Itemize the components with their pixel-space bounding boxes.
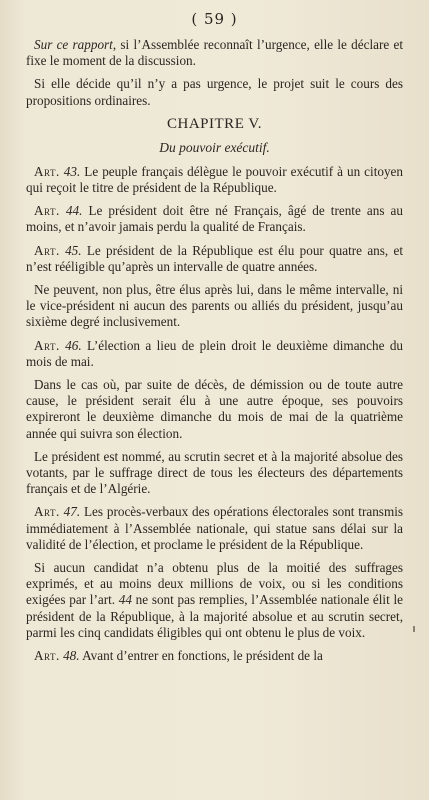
article-46-paragraph: Le président est nommé, au scrutin secret et à la majorité absolue des votants, par le suffrage direct de tous les électeurs des départements français et de l’Algérie. xyxy=(26,448,403,497)
article-reference: 44 xyxy=(118,592,132,608)
article-label: Art. xyxy=(34,337,60,353)
article-47 xyxy=(26,504,403,553)
paragraph-urgence: Si elle décide qu’il n’y a pas urgence, le projet suit le cours des propositions ordinaires. xyxy=(26,76,403,108)
paragraph-text: Si aucun candidat n’a obtenu plus de la moitié des suffrages exprimés, et au moins deux millions de voix, ou si les conditions exigées par l’art. xyxy=(26,560,403,608)
article-text: Avant d’entrer en fonctions, le président de la xyxy=(79,648,323,664)
paragraph-text: , si l’Assemblée reconnaît l’urgence, elle le déclare et fixe le moment de la discussion. xyxy=(26,37,403,69)
article-number: 47. xyxy=(63,504,81,520)
page-number: ( 59 ) xyxy=(191,10,238,28)
article-text: L’élection a lieu de plein droit le deuxième dimanche du mois de mai. xyxy=(26,337,404,369)
paragraph-lead: Sur ce rapport xyxy=(34,37,113,52)
article-number: 43. xyxy=(63,163,81,179)
article-46-paragraph: Dans le cas où, par suite de décès, de démission ou de toute autre cause, le président serait élu à une autre époque, ses pouvoirs expireront le deuxième dimanche du mois de mai de la quatrième année qui suivra son élection. xyxy=(26,377,403,441)
article-text: Le peuple français délègue le pouvoir exécutif à un citoyen qui reçoit le titre de président de la République. xyxy=(26,163,404,196)
paragraph-rapport xyxy=(26,37,403,69)
article-48 xyxy=(26,648,403,664)
article-46 xyxy=(26,338,403,370)
article-number: 46. xyxy=(65,337,82,353)
chapter-heading: CHAPITRE V. xyxy=(167,115,262,132)
article-43 xyxy=(26,164,403,196)
article-text: Le président doit être né Français, âgé de trente ans au moins, et n’avoir jamais perdu la qualité de Français. xyxy=(26,203,403,235)
article-47-paragraph xyxy=(26,560,403,641)
article-number: 45. xyxy=(65,242,82,258)
chapter-subtitle: Du pouvoir exécutif. xyxy=(159,139,270,155)
article-number: 44. xyxy=(65,203,83,219)
article-label: Art. xyxy=(34,242,60,258)
article-number: 48. xyxy=(63,648,80,664)
article-label: Art. xyxy=(34,203,60,219)
article-label: Art. xyxy=(34,163,60,179)
paragraph-text: ne sont pas remplies, l’Assemblée nationale élit le président de la République, à la majorité absolue et au scrutin secret, parmi les cinq candidats éligibles qui ont obtenu le plus de voix. xyxy=(26,592,403,640)
article-text: Le président de la République est élu pour quatre ans, et n’est rééligible qu’après un intervalle de quatre années. xyxy=(26,242,403,274)
article-44 xyxy=(26,203,403,235)
article-45-paragraph: Ne peuvent, non plus, être élus après lui, dans le même intervalle, ni le vice-président ni aucun des parents ou alliés du président, jusqu’au sixième degré inclusivement. xyxy=(26,282,403,330)
margin-mark xyxy=(413,626,415,632)
article-label: Art. xyxy=(34,504,60,520)
article-45 xyxy=(26,243,403,275)
article-text: Les procès-verbaux des opérations électorales sont transmis immédiatement à l’Assemblée nationale, qui statue sans délai sur la validité de l’élection, et proclame le président de la République. xyxy=(26,504,403,552)
article-label: Art. xyxy=(34,648,60,664)
